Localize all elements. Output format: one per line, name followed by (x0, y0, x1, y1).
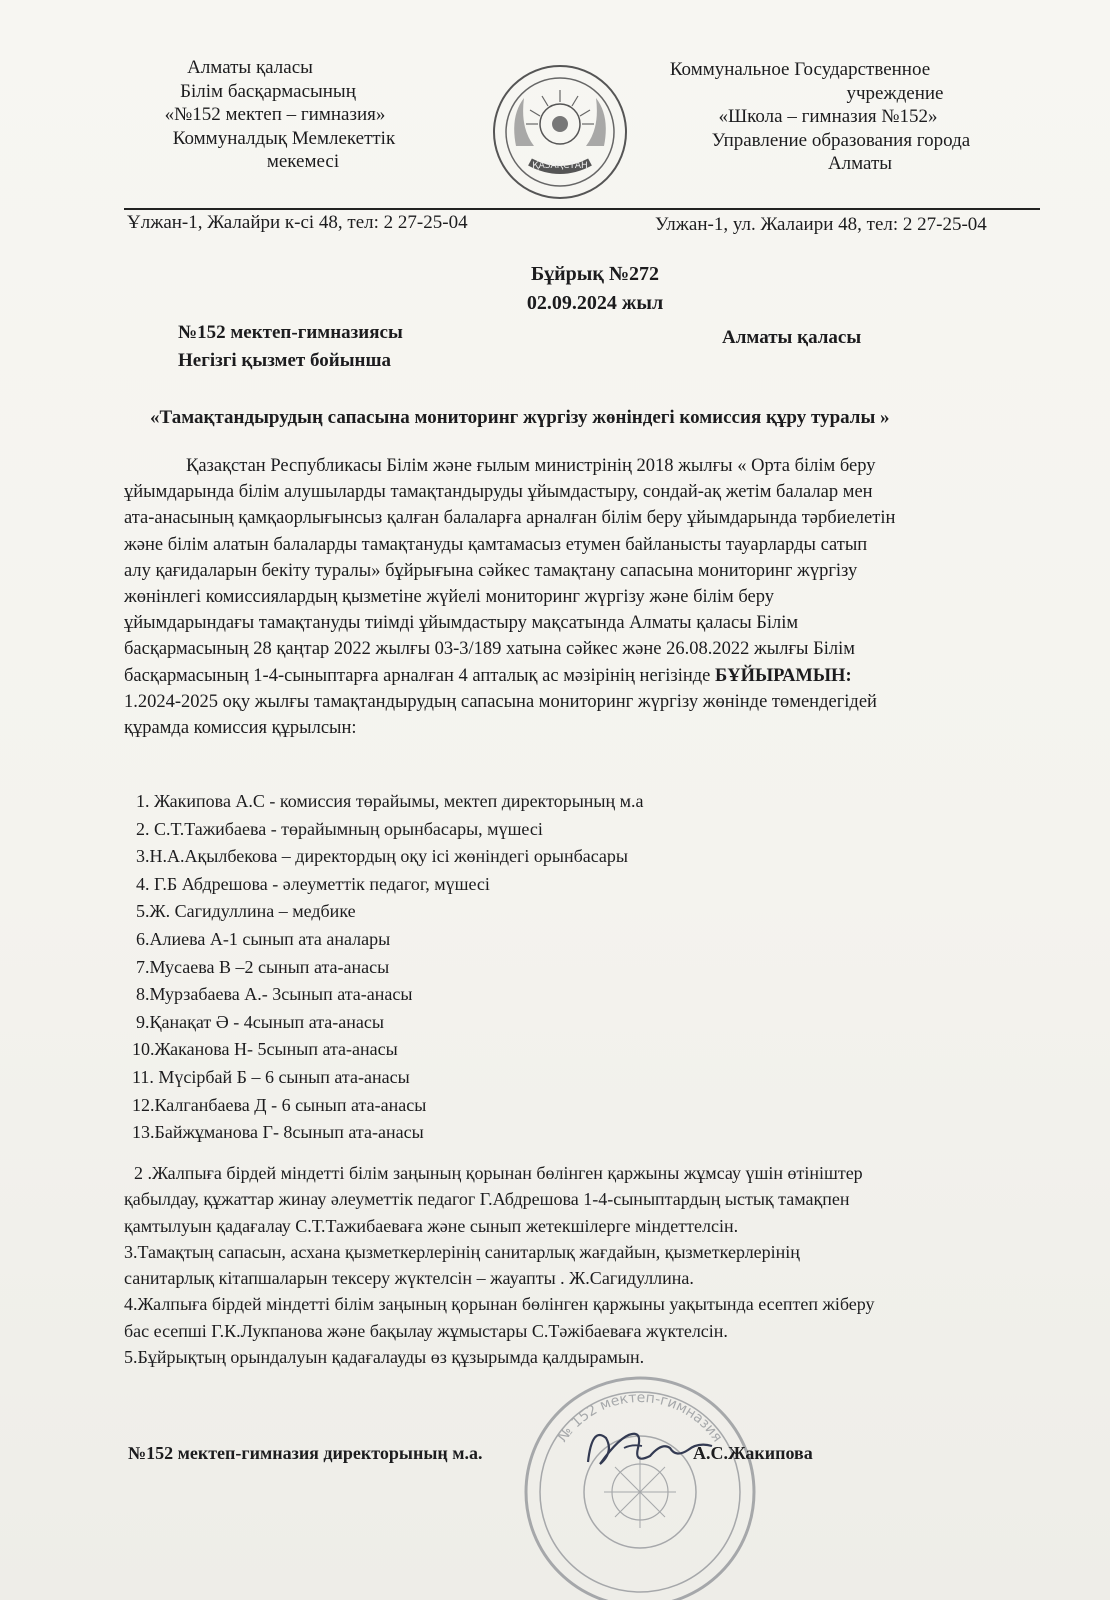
header-right-line: «Школа – гимназия №152» (718, 106, 938, 127)
order-word: БҰЙЫРАМЫН: (714, 665, 852, 686)
body-line: және білім алатын балаларды тамақтануды қамтамасыз етумен байланысты тауарларды сатып (124, 534, 868, 555)
order-number: Бұйрық №272 (530, 263, 660, 285)
header-right-line: Алматы (827, 153, 893, 174)
header-left-line: Коммуналдық Мемлекеттік (172, 127, 396, 149)
list-item: 4. Г.Б Абдрешова - әлеуметтік педагог, мүшесі (136, 873, 490, 894)
order-items (124, 1160, 875, 1370)
item-line: 4.Жалпыға бірдей міндетті білім заңының қорынан бөлінген қаржыны уақытында есептеп жіберу (124, 1294, 875, 1315)
order-date: 02.09.2024 жыл (526, 292, 664, 314)
item-line: бас есепші Г.К.Лукпанова және бақылау жұмыстары С.Тәжібаеваға жүктелсін. (124, 1320, 728, 1341)
city-name: Алматы қаласы (722, 327, 862, 348)
list-item: 7.Мусаева В –2 сынып ата-анасы (136, 956, 390, 977)
body-line: ұйымдарында білім алушыларды тамақтандыруды ұйымдастыру, сондай-ақ жетім балалар мен (124, 482, 873, 503)
list-item: 13.Байжұманова Г- 8сынып ата-анасы (132, 1122, 424, 1143)
list-item: 8.Мурзабаева А.- 3сынып ата-анасы (136, 984, 413, 1005)
address-ru: Улжан-1, ул. Жалаири 48, тел: 2 27-25-04 (655, 214, 987, 235)
header-left-line: Алматы қаласы (187, 57, 313, 78)
school-name: №152 мектеп-гимназиясы (178, 322, 403, 343)
header-left-line: Білім басқармасының (180, 80, 356, 102)
order-body (124, 453, 1044, 741)
body-line: басқармасының 28 қаңтар 2022 жылғы 03-3/189 хатына сәйкес және 26.08.2022 жылғы Білім (124, 639, 855, 660)
body-line: ата-анасының қамқаорлығынсыз қалған балаларға арналған білім беру ұйымдарында тәрбиелетін (124, 508, 896, 529)
list-item: 10.Жаканова Н- 5сынып ата-анасы (132, 1039, 398, 1060)
body-line (124, 663, 1044, 689)
item-line: 2 .Жалпыға бірдей міндетті білім заңының қорынан бөлінген қаржыны жұмсау үшін өтініштер (134, 1163, 863, 1183)
header-right-line: учреждение (846, 82, 944, 104)
body-line: ұйымдарындағы тамақтануды тиімді ұйымдастыру мақсатында Алматы қаласы Білім (124, 613, 799, 634)
order-title: «Тамақтандырудың сапасына мониторинг жүргізу жөніндегі комиссия құру туралы » (150, 407, 890, 428)
item-line: санитарлық кітапшаларын тексеру жүктелсін – жауапты . Ж.Сагидуллина. (124, 1268, 694, 1289)
header-right-ru (650, 58, 1010, 176)
body-line: жөнінлегі комиссиялардың қызметіне жүйелі мониторинг жүргізу және білім беру (124, 587, 774, 608)
header-right-line: Коммунальное Государственное (669, 59, 931, 80)
list-item: 3.Н.А.Ақылбекова – директордың оқу ісі жөніндегі орынбасары (136, 846, 629, 867)
list-item: 11. Мүсірбай Б – 6 сынып ата-анасы (132, 1066, 410, 1087)
item-line: 3.Тамақтың сапасын, асхана қызметкерлерінің санитарлық жағдайын, қызметкерлерінің (124, 1241, 800, 1262)
list-item: 12.Калганбаева Д - 6 сынып ата-анасы (132, 1094, 427, 1115)
list-item: 6.Алиева А-1 сынып ата аналары (136, 928, 391, 949)
emblem-text: ҚАЗАҚСТАН (532, 161, 588, 171)
header-left-kz (140, 56, 430, 174)
body-line: алу қағидаларын бекіту туралы» бұйрығына сәйкес тамақтану сапасына мониторинг жүргізу (124, 560, 858, 581)
state-emblem-icon (490, 62, 630, 202)
address-kz: Ұлжан-1, Жалайри к-сі 48, тел: 2 27-25-04 (127, 212, 468, 233)
item-line: 5.Бұйрықтың орындалуын қадағалауды өз құзырымда қалдырамын. (124, 1347, 645, 1368)
list-item: 9.Қанақат Ә - 4сынып ата-анасы (136, 1011, 384, 1032)
header-left-line: мекемесі (266, 151, 340, 172)
body-line: Қазақстан Республикасы Білім және ғылым министрінің 2018 жылғы « Орта білім беру (186, 456, 876, 476)
signatory-name: А.С.Жакипова (693, 1443, 813, 1463)
round-stamp-icon (520, 1372, 760, 1600)
point1-line: 1.2024-2025 оқу жылғы тамақтандырудың сапасына мониторинг жүргізу жөнінде төмендегідей (124, 691, 877, 712)
point1-line: құрамда комиссия құрылсын: (124, 718, 357, 739)
header-divider (124, 208, 1040, 210)
header-left-line: «№152 мектеп – гимназия» (164, 104, 386, 125)
body-line-text: басқармасының 1-4-сыныптарға арналған 4 апталық ас мәзірінің негізінде (124, 665, 711, 686)
list-item: 2. С.Т.Тажибаева - төрайымның орынбасары, мүшесі (136, 818, 543, 839)
list-item: 5.Ж. Сагидуллина – медбике (136, 901, 356, 922)
header-right-line: Управление образования города (711, 129, 971, 151)
commission-members-list (132, 788, 644, 1147)
item-line: қамтылуын қадағалау С.Т.Тажибаеваға және сынып жетекшілерге міндеттелсін. (124, 1215, 739, 1236)
list-item: 1. Жакипова А.С - комиссия төрайымы, мектеп директорының м.а (136, 791, 644, 811)
signatory-position: №152 мектеп-гимназия директорының м.а. (128, 1443, 483, 1463)
item-line: қабылдау, құжаттар жинау әлеуметтік педагог Г.Абдрешова 1-4-сыныптардың ыстық тамақпен (124, 1189, 850, 1210)
order-basis: Негізгі қызмет бойынша (178, 350, 392, 371)
stamp-text: № 152 мектеп-гимназия (554, 1389, 726, 1446)
